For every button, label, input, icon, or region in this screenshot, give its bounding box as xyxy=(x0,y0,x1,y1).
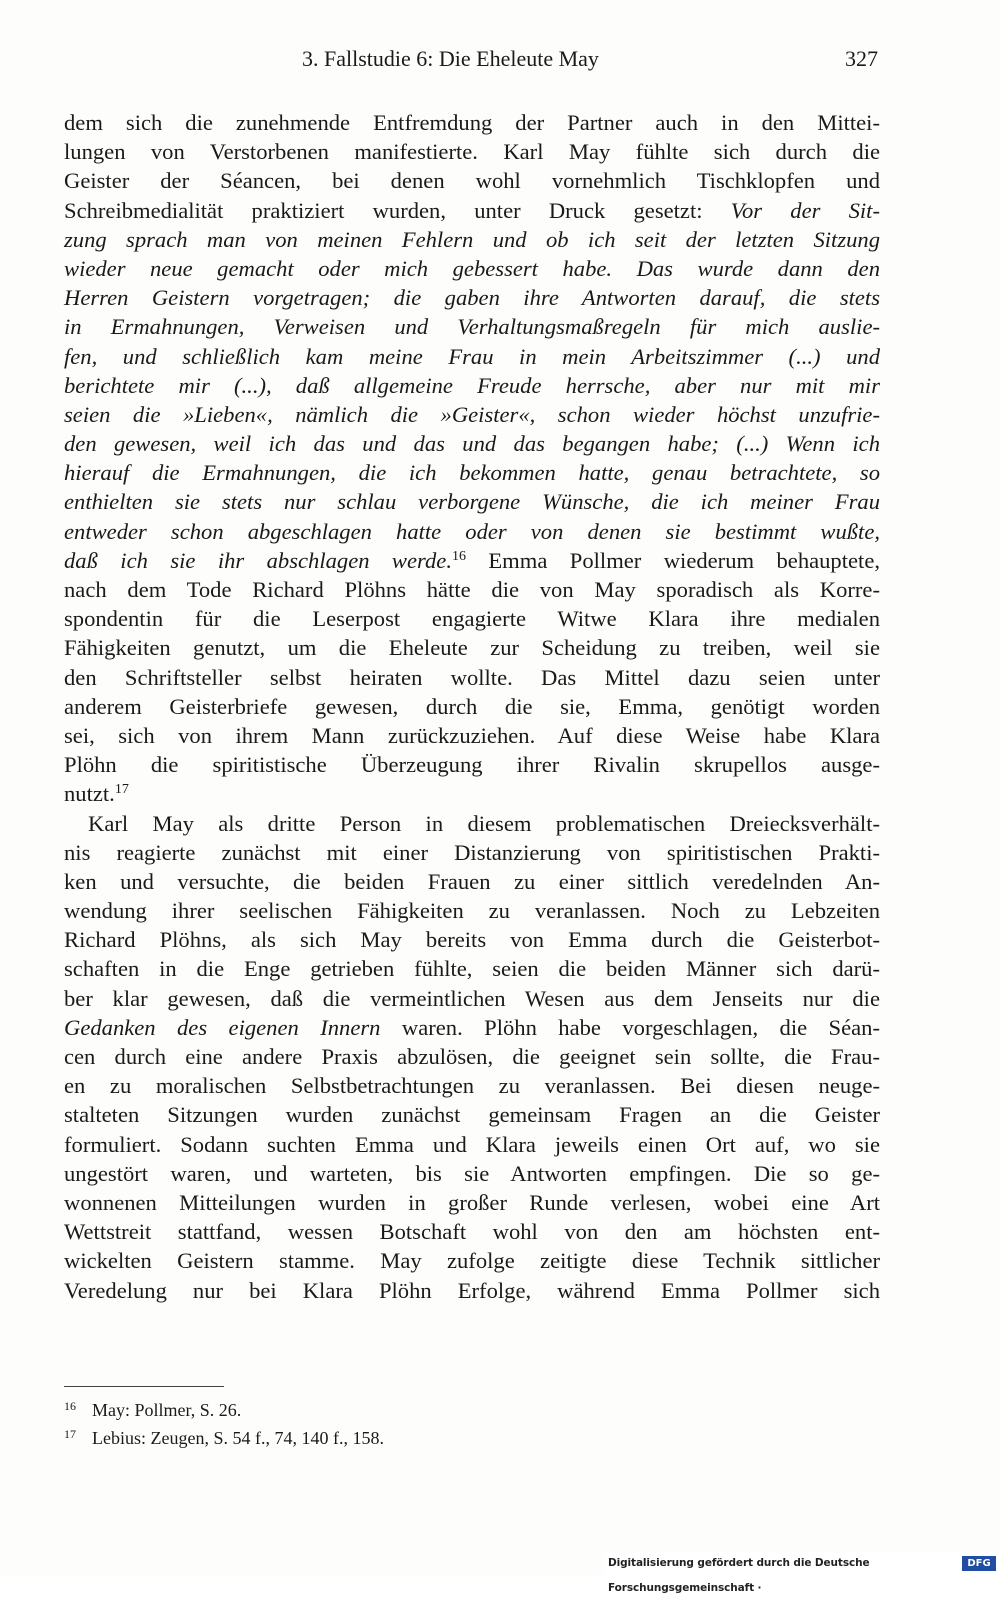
line-text: anderem Geisterbriefe gewesen, durch die sie, Emma, genötigt worden xyxy=(64,693,880,719)
line-text: nach dem Tode Richard Plöhns hätte die von May sporadisch als Korre- xyxy=(64,577,880,602)
text-line xyxy=(64,1188,880,1217)
footnote-marker[interactable]: 16 xyxy=(451,548,466,564)
text-line xyxy=(64,225,880,254)
line-text: wendung ihrer seelischen Fähigkeiten zu veranlassen. Noch zu Lebzeiten xyxy=(64,898,880,924)
italic-quote: wieder neue gemacht oder mich gebessert habe. Das wurde dann den xyxy=(64,255,880,281)
italic-quote: entweder schon abgeschlagen hatte oder von denen sie bestimmt wußte, xyxy=(64,518,880,544)
text-line xyxy=(64,487,880,516)
text-line xyxy=(64,429,880,458)
body-text xyxy=(64,108,880,1305)
line-text: Schreibmedialität praktiziert wurden, unter Druck gesetzt: xyxy=(64,197,731,223)
text-line xyxy=(64,867,880,896)
line-text: Wettstreit stattfand, wessen Botschaft wohl von den am höchsten ent- xyxy=(64,1219,880,1245)
text-line xyxy=(64,400,880,429)
line-text: Fähigkeiten genutzt, um die Eheleute zur Scheidung zu treiben, weil sie xyxy=(64,635,880,661)
line-text: wickelten Geistern stamme. May zufolge zeitigte diese Technik sittlicher xyxy=(64,1248,880,1274)
line-text: sei, sich von ihrem Mann zurückzuziehen. Auf diese Weise habe Klara xyxy=(64,722,880,748)
text-line xyxy=(64,779,880,808)
line-text: ungestört waren, und warteten, bis sie Antworten empfingen. Die so ge- xyxy=(64,1160,880,1186)
text-line xyxy=(64,283,880,312)
text-line xyxy=(64,838,880,867)
line-text: Plöhn die spiritistische Überzeugung ihrer Rivalin skrupellos ausge- xyxy=(64,752,880,778)
text-line xyxy=(64,546,880,575)
text-line xyxy=(64,750,880,779)
text-line xyxy=(64,166,880,195)
line-text: en zu moralischen Selbstbetrachtungen zu veranlassen. Bei diesen neuge- xyxy=(64,1073,880,1099)
text-line xyxy=(64,896,880,925)
italic-quote: in Ermahnungen, Verweisen und Verhaltungsmaßregeln für mich auslie- xyxy=(64,314,880,340)
footnote-marker[interactable]: 17 xyxy=(114,782,129,798)
text-line xyxy=(64,1013,880,1042)
text-line xyxy=(64,1246,880,1275)
italic-quote: fen, und schließlich kam meine Frau in mein Arbeitszimmer (...) und xyxy=(64,343,880,369)
text-line xyxy=(64,954,880,983)
running-header xyxy=(64,42,880,76)
line-text: formuliert. Sodann suchten Emma und Klara jeweils einen Ort auf, wo sie xyxy=(64,1131,880,1157)
text-line xyxy=(64,342,880,371)
italic-quote: den gewesen, weil ich das und das und das begangen habe; (...) Wenn ich xyxy=(64,431,880,457)
italic-quote: berichtete mir (...), daß allgemeine Freude herrsche, aber nur mit mir xyxy=(64,372,880,398)
text-line xyxy=(64,254,880,283)
page-number: 327 xyxy=(845,46,878,71)
line-text: ken und versuchte, die beiden Frauen zu einer sittlich veredelnden An- xyxy=(64,868,880,894)
italic-quote: daß ich sie ihr abschlagen werde. xyxy=(64,547,452,573)
digitization-footer xyxy=(604,1551,1000,1594)
line-text: Karl May als dritte Person in diesem problematischen Dreiecksverhält- xyxy=(88,810,880,836)
footnote-text: May: Pollmer, S. 26. xyxy=(92,1400,242,1420)
text-line xyxy=(64,663,880,692)
line-text: stalteten Sitzungen wurden zunächst gemeinsam Fragen an die Geister xyxy=(64,1102,880,1128)
line-text: dem sich die zunehmende Entfremdung der Partner auch in den Mittei- xyxy=(64,110,880,135)
footnote-number: 17 xyxy=(64,1427,76,1441)
text-line xyxy=(64,721,880,750)
line-text: Geister der Séancen, bei denen wohl vornehmlich Tischklopfen und xyxy=(64,168,880,194)
dfg-logo: DFG xyxy=(962,1556,996,1571)
chapter-title: 3. Fallstudie 6: Die Eheleute May xyxy=(302,46,599,71)
line-text: cen durch eine andere Praxis abzulösen, die geeignet sein sollte, die Frau- xyxy=(64,1044,880,1069)
text-line xyxy=(64,371,880,400)
italic-quote: Herren Geistern vorgetragen; die gaben ihre Antworten darauf, die stets xyxy=(64,285,880,311)
text-line xyxy=(64,1100,880,1129)
text-line xyxy=(64,1276,880,1305)
text-line xyxy=(64,604,880,633)
footnote-number: 16 xyxy=(64,1399,76,1413)
text-line xyxy=(64,137,880,166)
italic-quote: Gedanken des eigenen Innern xyxy=(64,1014,381,1040)
text-line xyxy=(64,1042,880,1071)
footer-text: Digitalisierung gefördert durch die Deutsche Forschungsgemeinschaft · xyxy=(608,1557,870,1594)
text-line xyxy=(64,1130,880,1159)
italic-quote: zung sprach man von meinen Fehlern und ob ich seit der letzten Sitzung xyxy=(64,226,880,252)
italic-quote: hierauf die Ermahnungen, die ich bekommen hatte, genau betrachtete, so xyxy=(64,460,880,486)
line-text: nis reagierte zunächst mit einer Distanzierung von spiritistischen Prakti- xyxy=(64,839,880,865)
footnotes xyxy=(64,1394,880,1450)
line-text: Emma Pollmer wiederum behauptete, xyxy=(465,547,880,573)
line-text: lungen von Verstorbenen manifestierte. Karl May fühlte sich durch die xyxy=(64,139,880,165)
text-line xyxy=(64,925,880,954)
footnote xyxy=(64,1422,880,1450)
text-line xyxy=(64,1217,880,1246)
text-line xyxy=(64,633,880,662)
line-text: Richard Plöhns, als sich May bereits von Emma durch die Geisterbot- xyxy=(64,927,880,953)
text-line xyxy=(64,1159,880,1188)
text-line xyxy=(64,809,880,838)
footnote xyxy=(64,1394,880,1422)
text-line xyxy=(64,517,880,546)
line-text: Veredelung nur bei Klara Plöhn Erfolge, während Emma Pollmer sich xyxy=(64,1277,880,1303)
text-line xyxy=(64,458,880,487)
italic-quote: seien die »Lieben«, nämlich die »Geister«, schon wieder höchst unzufrie- xyxy=(64,401,880,427)
text-line xyxy=(64,575,880,604)
text-line xyxy=(64,984,880,1013)
line-text: nutzt. xyxy=(64,781,115,807)
line-text: wonnenen Mitteilungen wurden in großer Runde verlesen, wobei eine Art xyxy=(64,1189,880,1215)
footnote-text: Lebius: Zeugen, S. 54 f., 74, 140 f., 158. xyxy=(92,1428,384,1448)
text-line xyxy=(64,1071,880,1100)
footnote-rule xyxy=(64,1386,224,1387)
text-line xyxy=(64,312,880,341)
line-text: schaften in die Enge getrieben fühlte, seien die beiden Männer sich darü- xyxy=(64,956,880,982)
italic-quote: enthielten sie stets nur schlau verborgene Wünsche, die ich meiner Frau xyxy=(64,489,880,515)
line-text: den Schriftsteller selbst heiraten wollte. Das Mittel dazu seien unter xyxy=(64,664,880,690)
text-line xyxy=(64,692,880,721)
text-line xyxy=(64,108,880,137)
line-text: waren. Plöhn habe vorgeschlagen, die Séan- xyxy=(380,1014,881,1040)
italic-quote: Vor der Sit- xyxy=(730,197,880,223)
line-text: ber klar gewesen, daß die vermeintlichen Wesen aus dem Jenseits nur die xyxy=(64,985,880,1011)
text-line xyxy=(64,196,880,225)
line-text: spondentin für die Leserpost engagierte Witwe Klara ihre medialen xyxy=(64,606,880,632)
